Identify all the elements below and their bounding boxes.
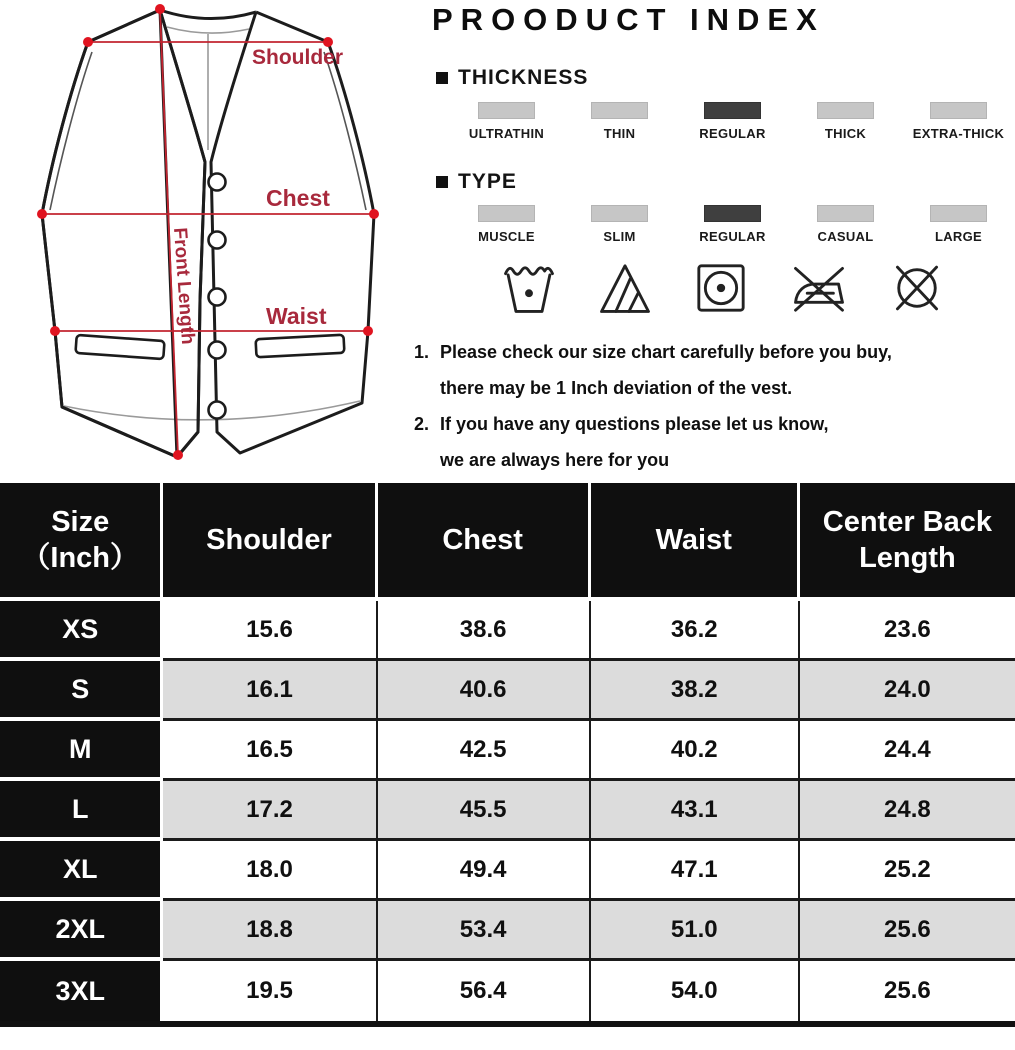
- table-row-xl: [0, 841, 1015, 901]
- cell-center-back-length: 24.4: [800, 721, 1015, 781]
- square-bullet-icon: [436, 72, 448, 84]
- waist-measure-label: Waist: [266, 303, 327, 329]
- thickness-swatch: [817, 102, 874, 119]
- note-number: 1.: [414, 342, 430, 362]
- size-label: XL: [0, 841, 163, 901]
- cell-chest: 42.5: [378, 721, 591, 781]
- note-line: we are always here for you: [440, 450, 670, 470]
- note-text: [440, 406, 1014, 478]
- do-not-dry-clean-icon: [888, 258, 946, 318]
- cell-center-back-length: 24.0: [800, 661, 1015, 721]
- vest-diagram-svg: [0, 0, 420, 483]
- thickness-option-extra-thick: [902, 102, 1015, 141]
- header-shoulder: Shoulder: [163, 483, 377, 601]
- type-option-regular: [676, 205, 789, 244]
- type-section-label: TYPE: [458, 170, 517, 193]
- type-option-muscle: [450, 205, 563, 244]
- type-option-casual: [789, 205, 902, 244]
- type-option-large: [902, 205, 1015, 244]
- table-row-xs: [0, 601, 1015, 661]
- type-options: [450, 205, 1015, 244]
- cell-center-back-length: 25.6: [800, 961, 1015, 1021]
- cell-waist: 54.0: [591, 961, 800, 1021]
- size-label: L: [0, 781, 163, 841]
- cell-chest: 45.5: [378, 781, 591, 841]
- note-line: Please check our size chart carefully before you buy,: [440, 342, 892, 362]
- cell-center-back-length: 25.6: [800, 901, 1015, 961]
- type-swatch-selected: [704, 205, 761, 222]
- cell-shoulder: 17.2: [163, 781, 377, 841]
- table-row-s: [0, 661, 1015, 721]
- thickness-option-label: THICK: [824, 126, 867, 141]
- type-option-label: MUSCLE: [478, 229, 535, 244]
- cell-shoulder: 15.6: [163, 601, 377, 661]
- cell-chest: 56.4: [378, 961, 591, 1021]
- cell-waist: 47.1: [591, 841, 800, 901]
- thickness-option-label: REGULAR: [699, 126, 766, 141]
- cell-waist: 43.1: [591, 781, 800, 841]
- type-option-label: REGULAR: [699, 229, 766, 244]
- thickness-swatch: [591, 102, 648, 119]
- type-option-label: LARGE: [935, 229, 982, 244]
- front-length-measure-label: Front Length: [169, 226, 199, 346]
- size-label: M: [0, 721, 163, 781]
- cell-shoulder: 18.0: [163, 841, 377, 901]
- cell-center-back-length: 23.6: [800, 601, 1015, 661]
- cell-chest: 40.6: [378, 661, 591, 721]
- table-row-m: [0, 721, 1015, 781]
- type-swatch: [591, 205, 648, 222]
- top-section: [0, 0, 1015, 483]
- cell-shoulder: 16.1: [163, 661, 377, 721]
- size-label: XS: [0, 601, 163, 661]
- vest-measurement-diagram: [0, 0, 420, 483]
- cell-chest: 38.6: [378, 601, 591, 661]
- thickness-section-header: [436, 66, 588, 90]
- header-size: [0, 483, 163, 601]
- cell-waist: 51.0: [591, 901, 800, 961]
- cell-chest: 53.4: [378, 901, 591, 961]
- thickness-option-ultrathin: [450, 102, 563, 141]
- type-swatch: [478, 205, 535, 222]
- size-chart-table: [0, 483, 1015, 1027]
- type-swatch: [817, 205, 874, 222]
- header-center-back-length: Center Back Length: [800, 483, 1015, 601]
- cell-waist: 36.2: [591, 601, 800, 661]
- thickness-option-label: THIN: [603, 126, 636, 141]
- note-number: 2.: [414, 414, 430, 434]
- buyer-notes: [414, 334, 1014, 478]
- note-text: [440, 334, 1014, 406]
- type-option-label: CASUAL: [817, 229, 874, 244]
- type-option-label: SLIM: [603, 229, 636, 244]
- header-size-line1: Size: [51, 505, 110, 538]
- product-index-title: PROODUCT INDEX: [432, 2, 825, 37]
- non-chlorine-bleach-icon: [596, 258, 654, 318]
- cell-shoulder: 19.5: [163, 961, 377, 1021]
- cell-waist: 40.2: [591, 721, 800, 781]
- thickness-swatch: [478, 102, 535, 119]
- tumble-dry-low-icon: [692, 258, 750, 318]
- product-index: [412, 0, 1015, 483]
- type-section-header: [436, 170, 517, 194]
- cell-chest: 49.4: [378, 841, 591, 901]
- type-option-slim: [563, 205, 676, 244]
- thickness-options: [450, 102, 1015, 141]
- thickness-option-regular: [676, 102, 789, 141]
- cell-center-back-length: 24.8: [800, 781, 1015, 841]
- header-size-line2: （Inch）: [21, 542, 140, 574]
- note-2: [414, 406, 1014, 478]
- size-label: 3XL: [0, 961, 163, 1021]
- care-symbols: [500, 258, 946, 318]
- note-line: there may be 1 Inch deviation of the vest.: [440, 378, 793, 398]
- thickness-option-thick: [789, 102, 902, 141]
- note-1: [414, 334, 1014, 406]
- thickness-swatch: [930, 102, 987, 119]
- do-not-iron-icon: [788, 258, 850, 318]
- note-line: If you have any questions please let us know,: [440, 414, 829, 434]
- table-row-2xl: [0, 901, 1015, 961]
- header-chest: Chest: [378, 483, 591, 601]
- table-row-l: [0, 781, 1015, 841]
- machine-wash-cold-icon: [500, 258, 558, 318]
- chest-measure-label: Chest: [266, 185, 330, 211]
- cell-shoulder: 18.8: [163, 901, 377, 961]
- thickness-option-label: ULTRATHIN: [468, 126, 545, 141]
- table-header-row: [0, 483, 1015, 601]
- header-waist: Waist: [591, 483, 800, 601]
- thickness-option-thin: [563, 102, 676, 141]
- thickness-section-label: THICKNESS: [458, 66, 589, 89]
- cell-center-back-length: 25.2: [800, 841, 1015, 901]
- thickness-swatch-selected: [704, 102, 761, 119]
- size-label: S: [0, 661, 163, 721]
- shoulder-measure-label: Shoulder: [252, 46, 344, 69]
- square-bullet-icon: [436, 176, 448, 188]
- size-label: 2XL: [0, 901, 163, 961]
- cell-shoulder: 16.5: [163, 721, 377, 781]
- cell-waist: 38.2: [591, 661, 800, 721]
- thickness-option-label: EXTRA-THICK: [912, 126, 1005, 141]
- table-row-3xl: [0, 961, 1015, 1021]
- type-swatch: [930, 205, 987, 222]
